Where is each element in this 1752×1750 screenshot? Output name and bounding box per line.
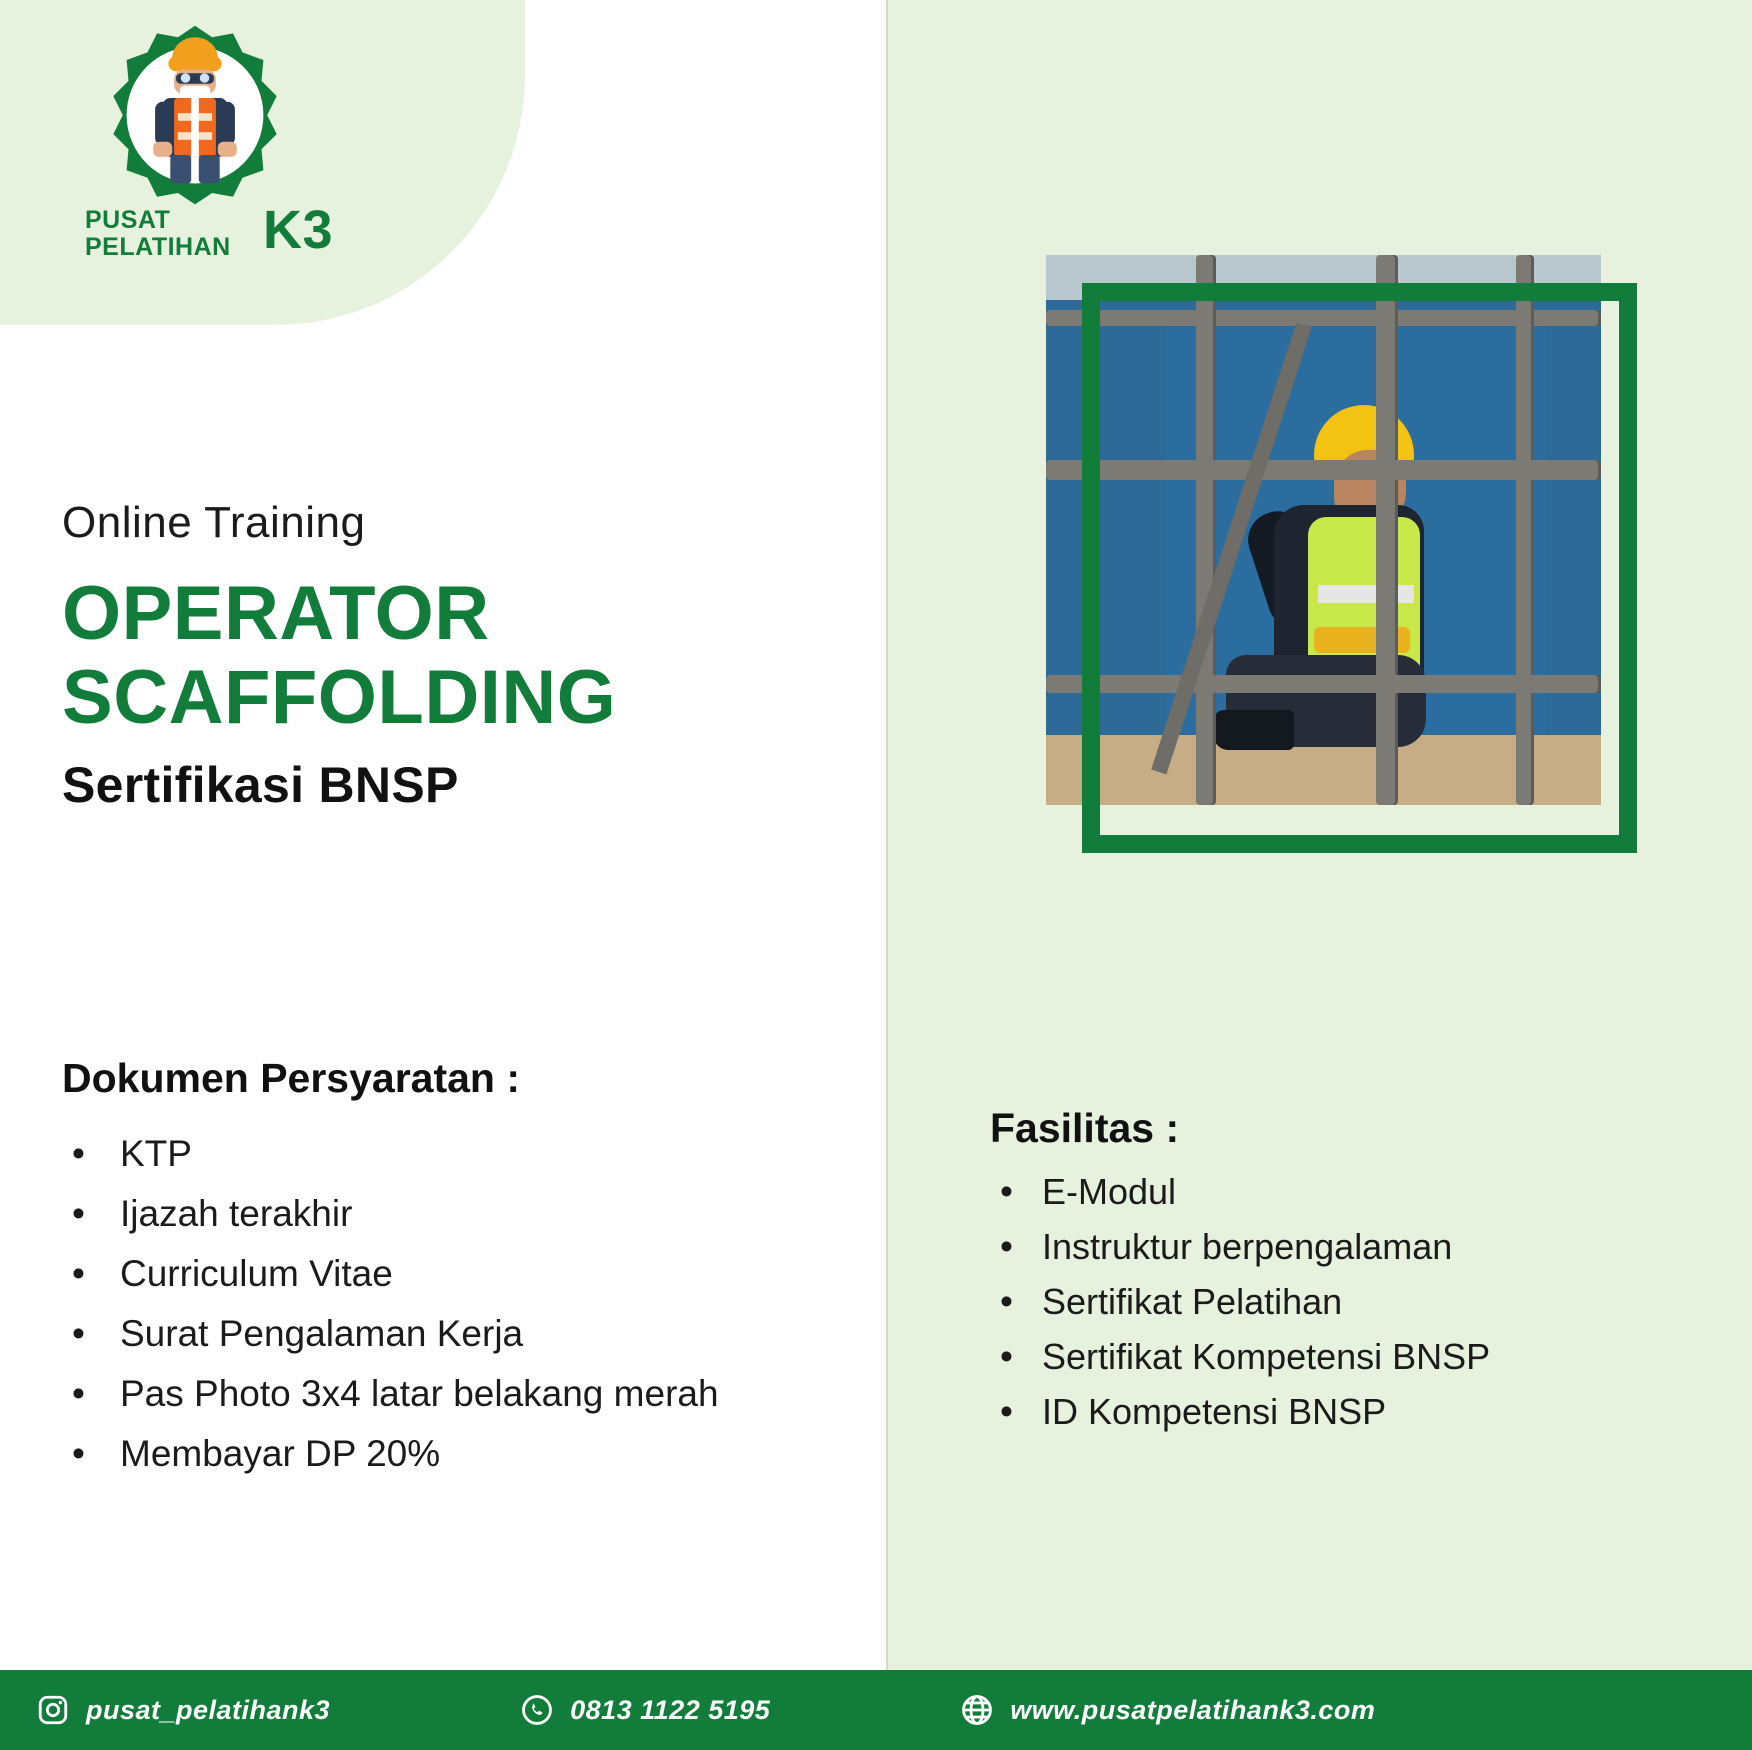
documents-section [62, 1055, 822, 1484]
footer-website-label: www.pusatpelatihank3.com [1010, 1694, 1376, 1725]
photo-pipe [1196, 255, 1216, 805]
course-photo [1046, 255, 1406, 830]
documents-list [62, 1124, 822, 1484]
brand-logo [85, 22, 333, 272]
photo-worker-shoe [1214, 710, 1294, 750]
title-line-1: OPERATOR [62, 571, 490, 656]
footer-phone-label: 0813 1122 5195 [570, 1694, 771, 1725]
whatsapp-icon [520, 1693, 554, 1727]
photo-pipe [1516, 255, 1534, 805]
list-item: • Surat Pengalaman Kerja [62, 1304, 822, 1364]
list-item: • ID Kompetensi BNSP [990, 1384, 1690, 1439]
globe-icon [960, 1693, 994, 1727]
brand-logo-k3: K3 [262, 200, 333, 260]
photo-image [1046, 255, 1601, 805]
footer-instagram-label: pusat_pelatihank3 [86, 1694, 331, 1725]
list-item: • E-Modul [990, 1164, 1690, 1219]
headline-block [62, 498, 842, 814]
gear-worker-icon [100, 22, 290, 212]
footer-instagram[interactable] [36, 1693, 330, 1727]
list-item: • Membayar DP 20% [62, 1424, 822, 1484]
eyebrow-text: Online Training [62, 498, 366, 547]
list-item: • Sertifikat Pelatihan [990, 1274, 1690, 1329]
instagram-icon [36, 1693, 70, 1727]
photo-pipe [1046, 460, 1601, 480]
facilities-title: Fasilitas : [990, 1105, 1180, 1151]
logo-block [0, 0, 525, 325]
photo-pipe [1046, 675, 1601, 693]
brand-logo-line1: PUSAT [85, 206, 171, 234]
facilities-list [990, 1164, 1690, 1439]
brand-logo-text [85, 200, 333, 261]
facilities-section [990, 1105, 1690, 1439]
footer-bar [0, 1670, 1752, 1750]
vertical-divider [886, 0, 888, 1670]
list-item: • Ijazah terakhir [62, 1184, 822, 1244]
list-item: • Curriculum Vitae [62, 1244, 822, 1304]
list-item: • Instruktur berpengalaman [990, 1219, 1690, 1274]
brand-logo-line2: PELATIHAN [85, 233, 231, 261]
list-item: • Sertifikat Kompetensi BNSP [990, 1329, 1690, 1384]
list-item: • Pas Photo 3x4 latar belakang merah [62, 1364, 822, 1424]
photo-worker-vest-stripe [1318, 585, 1414, 603]
list-item: • KTP [62, 1124, 822, 1184]
photo-pipe [1376, 255, 1398, 805]
footer-website[interactable] [960, 1693, 1375, 1727]
title-line-2: SCAFFOLDING [62, 655, 617, 740]
footer-phone[interactable] [520, 1693, 770, 1727]
subtitle-text: Sertifikasi BNSP [62, 757, 459, 813]
documents-title: Dokumen Persyaratan : [62, 1055, 521, 1101]
page-title [62, 572, 842, 740]
